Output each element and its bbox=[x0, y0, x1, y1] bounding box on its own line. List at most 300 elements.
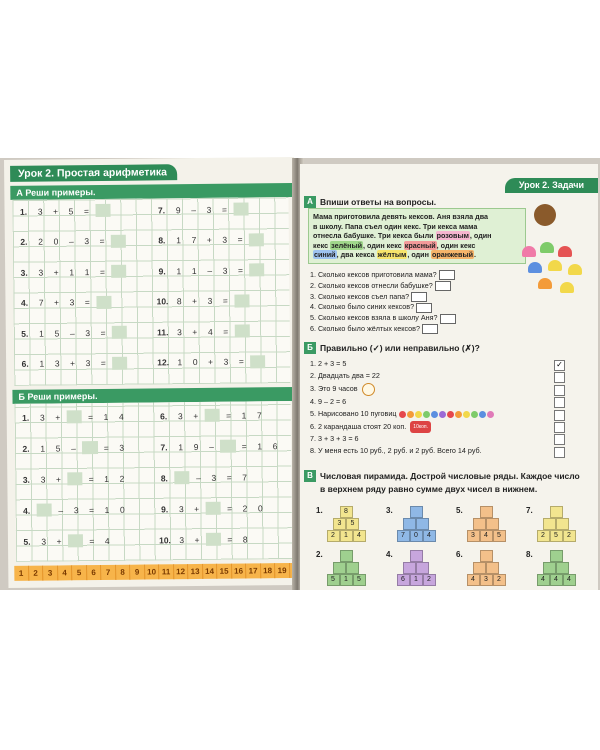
cell: + bbox=[208, 356, 214, 367]
pyramid-level bbox=[396, 518, 436, 530]
cell: = bbox=[99, 266, 105, 277]
right-section-a bbox=[304, 196, 436, 208]
check-box[interactable] bbox=[554, 447, 565, 458]
left-section-b-header: Б Реши примеры. bbox=[12, 387, 294, 404]
pyramid-label: 7. bbox=[526, 506, 533, 515]
cell: – bbox=[209, 441, 214, 452]
cell: + bbox=[55, 473, 61, 484]
cell: 4 bbox=[118, 411, 124, 422]
cell: 3 bbox=[119, 442, 125, 453]
answer-box[interactable] bbox=[249, 263, 265, 276]
cell: 1 bbox=[39, 358, 45, 369]
button-dot bbox=[455, 411, 462, 418]
pyramid-block[interactable] bbox=[416, 562, 429, 574]
button-dot bbox=[463, 411, 470, 418]
cell: 0 bbox=[257, 502, 263, 513]
pyramid-block[interactable] bbox=[403, 562, 416, 574]
pyramid-block[interactable]: 2 bbox=[537, 530, 550, 542]
pyramid-block[interactable]: 1 bbox=[340, 530, 353, 542]
a-row-5-l bbox=[16, 325, 128, 341]
number-line-cell: 9 bbox=[130, 565, 145, 580]
cell: 6. bbox=[160, 410, 168, 421]
pyramid-block[interactable]: 0 bbox=[410, 530, 423, 542]
pyramid-block[interactable]: 6 bbox=[397, 574, 410, 586]
clock-icon bbox=[362, 383, 375, 396]
pyramid-block[interactable] bbox=[556, 562, 569, 574]
cell: 9. bbox=[161, 503, 169, 514]
question-text: 4. Сколько было синих кексов? bbox=[310, 302, 415, 312]
cell: 1 bbox=[257, 440, 263, 451]
number-line-cell: 5 bbox=[72, 565, 87, 580]
answer-box[interactable] bbox=[82, 441, 98, 454]
statement-item bbox=[310, 421, 495, 433]
pyramid-label: 1. bbox=[316, 506, 323, 515]
check-box[interactable] bbox=[554, 422, 565, 433]
pyramid-block[interactable] bbox=[543, 562, 556, 574]
statement-item bbox=[310, 445, 495, 457]
answer-box[interactable] bbox=[435, 281, 451, 291]
pyramid-level bbox=[396, 562, 436, 574]
statement-text: 8. У меня есть 10 руб., 2 руб. и 2 руб. Всего 14 руб. bbox=[310, 446, 482, 456]
pyramid-block[interactable] bbox=[403, 518, 416, 530]
cell: = bbox=[241, 440, 247, 452]
right-section-c bbox=[304, 470, 580, 482]
pyramid-block[interactable] bbox=[473, 518, 486, 530]
cell: 7 bbox=[242, 471, 248, 483]
b-row-4-r bbox=[156, 500, 268, 516]
answer-box[interactable] bbox=[112, 326, 128, 339]
cell: – bbox=[71, 442, 76, 453]
number-pyramid-8 bbox=[526, 550, 576, 586]
story-box: Мама приготовила девять кексов. Аня взяла два в школу. Папа съел один кекс. Три кекса мама отнесла бабушке. Три кекса были розовым, один кекс зелёный, один кекс красный, один кекс синий, два кекса жёлтым, один оранжевый. bbox=[308, 208, 526, 264]
pyramid-block[interactable]: 4 bbox=[563, 574, 576, 586]
pyramid-block[interactable] bbox=[550, 550, 563, 562]
pyramid-block[interactable]: 4 bbox=[423, 530, 436, 542]
button-dot bbox=[399, 411, 406, 418]
b-row-2-l bbox=[17, 440, 129, 456]
pyramid-block[interactable]: 3 bbox=[480, 574, 493, 586]
check-box[interactable] bbox=[554, 385, 565, 396]
answer-box[interactable] bbox=[234, 324, 250, 337]
cell: = bbox=[99, 235, 105, 247]
pyramid-level bbox=[326, 506, 366, 518]
check-box[interactable] bbox=[554, 434, 565, 445]
answer-box[interactable] bbox=[416, 303, 432, 313]
section-b-badge: Б bbox=[304, 342, 316, 354]
answer-box[interactable] bbox=[220, 440, 236, 453]
story-line-3b: один bbox=[473, 231, 492, 241]
story-green: зелёный bbox=[331, 240, 363, 250]
statement-item bbox=[310, 370, 495, 382]
pyramid-block[interactable] bbox=[543, 518, 556, 530]
pyramid-level bbox=[536, 562, 576, 574]
number-line-cell: 12 bbox=[174, 564, 189, 579]
right-lesson-title: Урок 2. Задачи bbox=[505, 178, 598, 193]
a-row-2-l bbox=[15, 233, 127, 249]
check-box[interactable]: ✓ bbox=[554, 360, 565, 371]
answer-box[interactable] bbox=[250, 355, 266, 368]
cell: 7 bbox=[38, 297, 44, 308]
question-item bbox=[310, 281, 456, 292]
button-dot bbox=[407, 411, 414, 418]
cell: – bbox=[191, 204, 197, 215]
pyramid-block[interactable]: 2 bbox=[563, 530, 576, 542]
cell: 4 bbox=[207, 326, 213, 337]
cell: – bbox=[196, 472, 201, 483]
number-pyramid-7 bbox=[456, 550, 506, 586]
cell: = bbox=[88, 411, 94, 422]
story-line-3a: отнесла бабушке. Три кекса были bbox=[313, 231, 434, 241]
cell: = bbox=[100, 327, 106, 338]
answer-box[interactable] bbox=[96, 295, 112, 308]
cell: 2 bbox=[38, 236, 43, 247]
cell: 2 bbox=[242, 502, 248, 514]
pyramid-level bbox=[396, 506, 436, 518]
right-page bbox=[300, 164, 598, 590]
check-box[interactable] bbox=[554, 410, 565, 421]
number-line-cell: 3 bbox=[43, 565, 58, 580]
cell: 1 bbox=[178, 441, 184, 452]
pyramid-block[interactable]: 5 bbox=[353, 574, 366, 586]
number-line-cell: 19 bbox=[275, 563, 290, 578]
section-c-badge: В bbox=[304, 470, 316, 482]
pyramid-block[interactable]: 7 bbox=[397, 530, 410, 542]
button-dot bbox=[447, 411, 454, 418]
cell: 9 bbox=[193, 441, 199, 452]
questions-list bbox=[310, 270, 456, 335]
answer-box[interactable] bbox=[112, 356, 128, 369]
button-dot bbox=[487, 411, 494, 418]
answer-box[interactable] bbox=[422, 324, 438, 334]
cell: 1 bbox=[176, 235, 181, 246]
story-line-2: в школу. Папа съел один кекс. Три кекса мама bbox=[313, 221, 478, 231]
question-item bbox=[310, 270, 456, 281]
b-row-4-l bbox=[18, 502, 130, 518]
cell: 3 bbox=[85, 327, 91, 338]
question-item bbox=[310, 324, 456, 335]
pyramid-label: 5. bbox=[456, 506, 463, 515]
story-red: красный bbox=[404, 240, 436, 250]
story-line-4b: один кекс bbox=[367, 240, 402, 250]
statement-text: 1. 2 + 3 = 5 bbox=[310, 359, 347, 368]
right-section-b bbox=[304, 342, 480, 354]
answer-box[interactable] bbox=[68, 534, 84, 547]
number-line-cell: 7 bbox=[101, 565, 116, 580]
cell: 4. bbox=[23, 505, 31, 516]
answer-box[interactable] bbox=[206, 533, 222, 546]
cupcakes-illustration bbox=[518, 240, 590, 304]
a-row-3-l bbox=[15, 264, 127, 280]
number-line-cell: 8 bbox=[116, 565, 131, 580]
a-row-3-r bbox=[153, 262, 265, 278]
cell: = bbox=[103, 442, 109, 453]
cell: 7 bbox=[191, 234, 197, 246]
answer-box[interactable] bbox=[249, 233, 265, 246]
cell: + bbox=[193, 410, 199, 421]
cell: 0 bbox=[119, 504, 125, 515]
cell: 11. bbox=[157, 326, 169, 337]
cell: 3 bbox=[41, 536, 47, 547]
cell: 3 bbox=[211, 472, 217, 483]
section-b-title: Правильно (✓) или неправильно (✗)? bbox=[320, 342, 480, 353]
number-line-cell: 18 bbox=[261, 563, 276, 578]
question-text: 5. Сколько кексов взяла в школу Аня? bbox=[310, 313, 438, 323]
pyramid-block[interactable] bbox=[550, 506, 563, 518]
cell: 3 bbox=[54, 358, 60, 369]
cell: + bbox=[192, 326, 198, 337]
answer-box[interactable] bbox=[234, 294, 250, 307]
cell: 3 bbox=[206, 204, 212, 215]
cell: 1 bbox=[103, 411, 109, 422]
cell: 1. bbox=[19, 206, 28, 217]
cell: 2 bbox=[119, 473, 125, 484]
pyramid-block[interactable]: 2 bbox=[327, 530, 340, 542]
pyramid-block[interactable]: 2 bbox=[493, 574, 506, 586]
number-line-cell: 17 bbox=[246, 563, 261, 578]
question-item bbox=[310, 292, 456, 303]
b-row-1-l bbox=[17, 409, 129, 425]
cell: 3 bbox=[40, 474, 46, 485]
statement-text: 6. 2 карандаша стоят 20 коп. bbox=[310, 421, 407, 431]
question-item bbox=[310, 313, 456, 324]
pyramid-block[interactable] bbox=[556, 518, 569, 530]
pyramid-block[interactable] bbox=[486, 562, 499, 574]
answer-box[interactable] bbox=[440, 314, 456, 324]
story-pink: розовым bbox=[436, 231, 469, 241]
answer-box[interactable] bbox=[67, 472, 83, 485]
number-pyramid-6 bbox=[386, 550, 436, 586]
answer-box[interactable] bbox=[111, 265, 127, 278]
cell: 7. bbox=[157, 204, 166, 215]
answer-box[interactable] bbox=[439, 270, 455, 280]
pyramid-block[interactable]: 5 bbox=[327, 574, 340, 586]
pyramid-block[interactable] bbox=[333, 562, 346, 574]
answer-box[interactable] bbox=[205, 502, 221, 515]
cell: 1 bbox=[191, 265, 197, 276]
number-line-cell: 4 bbox=[58, 565, 73, 580]
cell: 10. bbox=[156, 296, 169, 307]
cell: 1 bbox=[104, 504, 110, 515]
cell: = bbox=[237, 265, 243, 276]
cell: + bbox=[53, 266, 59, 277]
cell: 3 bbox=[178, 503, 184, 514]
b-row-5-r bbox=[156, 531, 253, 547]
cell: 1 bbox=[69, 266, 75, 277]
pyramid-level bbox=[536, 518, 576, 530]
cell: 0 bbox=[53, 236, 59, 247]
pyramid-block[interactable]: 1 bbox=[340, 574, 353, 586]
pyramid-block[interactable]: 2 bbox=[423, 574, 436, 586]
a-row-1-l bbox=[14, 203, 111, 219]
cell: + bbox=[55, 411, 61, 422]
cell: = bbox=[238, 356, 244, 367]
button-dot bbox=[415, 411, 422, 418]
pyramid-level bbox=[536, 550, 576, 562]
number-line-cell: 16 bbox=[232, 563, 247, 578]
statement-text: 3. Это 9 часов bbox=[310, 384, 358, 394]
statement-text: 4. 9 – 2 = 6 bbox=[310, 396, 347, 406]
a-row-6-l bbox=[16, 355, 128, 371]
story-line-4a: кекс bbox=[313, 240, 329, 250]
cell: 2. bbox=[22, 443, 30, 454]
statement-text: 5. Нарисовано 10 пуговиц bbox=[310, 409, 397, 419]
cell: 3 bbox=[38, 267, 44, 278]
cell: 3 bbox=[39, 412, 45, 423]
statement-item bbox=[310, 358, 495, 370]
pyramid-block[interactable]: 3 bbox=[467, 530, 480, 542]
pyramid-block[interactable] bbox=[486, 518, 499, 530]
pyramid-level bbox=[536, 506, 576, 518]
section-a-badge: А bbox=[304, 196, 316, 208]
button-dot bbox=[479, 411, 486, 418]
cell: = bbox=[226, 503, 233, 514]
cell: 6 bbox=[272, 440, 278, 451]
left-lesson-title: Урок 2. Простая арифметика bbox=[10, 164, 177, 182]
cell: 1. bbox=[22, 412, 30, 423]
cell: = bbox=[83, 205, 89, 216]
question-text: 2. Сколько кексов отнесли бабушке? bbox=[310, 280, 433, 290]
pyramid-label: 6. bbox=[456, 550, 463, 559]
b-row-2-r bbox=[155, 438, 283, 454]
button-dot bbox=[431, 411, 438, 418]
answer-box[interactable] bbox=[411, 292, 427, 302]
statement-text: 2. Двадцать два = 22 bbox=[310, 371, 380, 381]
pyramid-block[interactable]: 4 bbox=[537, 574, 550, 586]
cell: = bbox=[89, 535, 95, 546]
pyramid-label: 8. bbox=[526, 550, 533, 559]
number-line-cell: 11 bbox=[159, 564, 174, 579]
cell: = bbox=[227, 534, 233, 545]
story-line-4c: один кекс bbox=[440, 240, 476, 250]
cell: 4. bbox=[20, 297, 29, 308]
question-text: 6. Сколько было жёлтых кексов? bbox=[310, 323, 420, 333]
pyramid-level bbox=[466, 530, 506, 542]
cell: 3. bbox=[20, 267, 28, 278]
answer-box[interactable] bbox=[37, 504, 53, 517]
pyramid-block[interactable]: 4 bbox=[550, 574, 563, 586]
cell: 3 bbox=[222, 234, 228, 245]
cell: 3 bbox=[69, 297, 75, 308]
pyramid-block[interactable] bbox=[340, 550, 353, 562]
cell: 1 bbox=[40, 443, 46, 454]
pyramid-label: 4. bbox=[386, 550, 393, 559]
pyramid-block[interactable]: 4 bbox=[353, 530, 366, 542]
cell: 10. bbox=[159, 534, 171, 545]
pyramid-block[interactable] bbox=[410, 506, 423, 518]
cell: 5 bbox=[54, 327, 60, 338]
buttons-illustration bbox=[399, 411, 495, 418]
cell: 1 bbox=[241, 409, 247, 421]
answer-box[interactable] bbox=[66, 410, 82, 423]
cell: 2. bbox=[20, 236, 28, 247]
cell: = bbox=[88, 473, 94, 484]
pyramid-level bbox=[466, 574, 506, 586]
left-page bbox=[4, 157, 298, 588]
answer-box[interactable] bbox=[233, 202, 249, 215]
number-line-cell: 1 bbox=[14, 566, 29, 581]
answer-box[interactable] bbox=[174, 471, 190, 484]
b-row-3-l bbox=[17, 471, 129, 487]
pyramid-block[interactable] bbox=[473, 562, 486, 574]
check-box[interactable] bbox=[554, 397, 565, 408]
section-a-title: Впиши ответы на вопросы. bbox=[320, 197, 437, 207]
pyramid-block[interactable]: 5 bbox=[550, 530, 563, 542]
cell: 7 bbox=[256, 409, 262, 420]
pyramid-level bbox=[466, 550, 506, 562]
pyramid-level bbox=[536, 574, 576, 586]
cell: + bbox=[53, 205, 59, 216]
story-line-5a: два кекса bbox=[340, 250, 375, 260]
section-c-title-1: Числовая пирамида. Дострой числовые ряды. Каждое число bbox=[320, 471, 580, 481]
number-pyramid-3 bbox=[456, 506, 506, 542]
check-box[interactable] bbox=[554, 372, 565, 383]
cell: 3 bbox=[177, 326, 182, 337]
cell: 3 bbox=[207, 295, 213, 306]
cell: 0 bbox=[192, 356, 198, 368]
cell: 3 bbox=[222, 265, 228, 276]
cell: 12. bbox=[157, 357, 170, 368]
pyramid-block[interactable]: 5 bbox=[346, 518, 359, 530]
pyramid-level bbox=[396, 530, 436, 542]
pyramid-block[interactable] bbox=[480, 550, 493, 562]
pyramid-level bbox=[396, 550, 436, 562]
a-row-1-r bbox=[152, 201, 249, 217]
question-text: 1. Сколько кексов приготовила мама? bbox=[310, 270, 437, 279]
cell: 7. bbox=[160, 441, 168, 452]
number-line-cell: 2 bbox=[29, 566, 44, 581]
answer-box[interactable] bbox=[95, 204, 111, 217]
number-line-cell: 13 bbox=[188, 564, 203, 579]
cell: – bbox=[68, 236, 74, 247]
cell: – bbox=[207, 265, 213, 276]
number-line bbox=[14, 563, 304, 581]
pyramid-block[interactable]: 4 bbox=[480, 530, 493, 542]
pyramid-block[interactable] bbox=[480, 506, 493, 518]
cell: 6. bbox=[21, 358, 29, 369]
pyramid-block[interactable]: 3 bbox=[333, 518, 346, 530]
pyramid-block[interactable] bbox=[346, 562, 359, 574]
story-orange: оранжевый bbox=[431, 250, 474, 260]
button-dot bbox=[423, 411, 430, 418]
statement-text: 7. 3 + 3 + 3 = 6 bbox=[310, 434, 359, 444]
button-dot bbox=[471, 411, 478, 418]
cell: + bbox=[194, 534, 200, 545]
pyramid-block[interactable]: 5 bbox=[493, 530, 506, 542]
cell: + bbox=[206, 234, 212, 245]
cell: = bbox=[100, 357, 106, 368]
answer-box[interactable] bbox=[111, 234, 127, 247]
cell: 3. bbox=[22, 474, 30, 485]
section-c-title-2: в верхнем ряду равно сумме двух чисел в нижнем. bbox=[320, 484, 538, 494]
cell: 5. bbox=[23, 536, 31, 547]
pencil-price-tag: 10коп. bbox=[410, 421, 431, 433]
cell: 4 bbox=[104, 535, 110, 546]
story-blue: синий bbox=[314, 250, 336, 260]
cell: + bbox=[56, 535, 62, 546]
a-row-4-r bbox=[153, 293, 250, 309]
b-row-5-l bbox=[18, 533, 115, 549]
pyramid-block[interactable] bbox=[416, 518, 429, 530]
cell: 3 bbox=[223, 356, 229, 367]
pyramid-block[interactable] bbox=[410, 550, 423, 562]
pyramid-level bbox=[466, 506, 506, 518]
cell: + bbox=[192, 295, 198, 307]
answer-box[interactable] bbox=[204, 409, 220, 422]
pyramid-block[interactable]: 1 bbox=[410, 574, 423, 586]
pyramid-level bbox=[466, 518, 506, 530]
pyramid-block[interactable]: 4 bbox=[467, 574, 480, 586]
pyramid-block[interactable]: 8 bbox=[340, 506, 353, 518]
